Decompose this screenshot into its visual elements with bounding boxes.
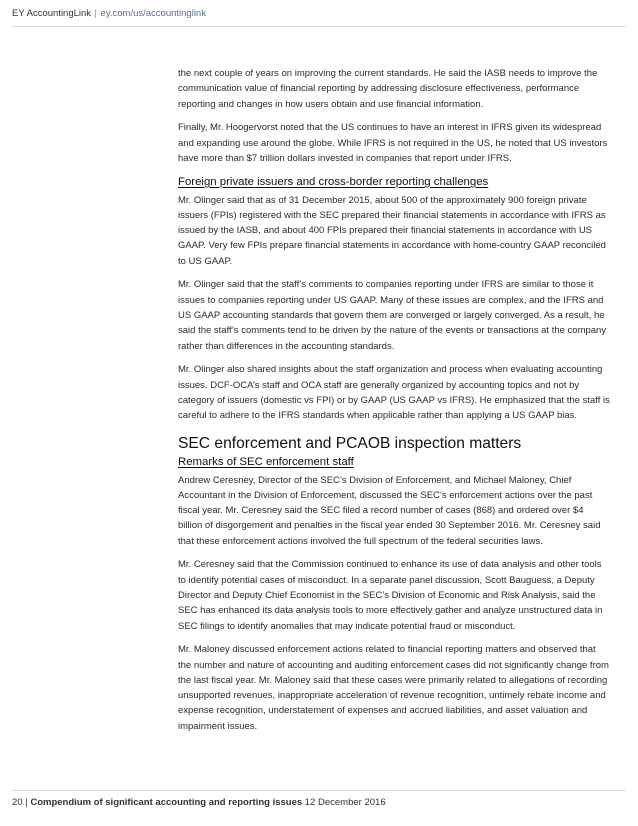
- footer-separator: |: [25, 797, 28, 808]
- header-divider: [12, 26, 626, 27]
- subheading-enforcement-staff-remarks: Remarks of SEC enforcement staff: [178, 455, 354, 468]
- page-header: [12, 8, 206, 19]
- paragraph-1: the next couple of years on improving the current standards. He said the IASB needs to improve the communication value of financial reporting by addressing disclosure effectiveness, performance reporting and changes in how users obtain and use financial information.: [178, 68, 598, 110]
- header-url-link[interactable]: ey.com/us/accountinglink: [100, 8, 206, 19]
- paragraph-7: Mr. Ceresney said that the Commission continued to enhance its use of data analysis and other tools to identify potential cases of misconduct. In a separate panel discussion, Scott Bauguess, a Deputy Director and Deputy Chief Economist in the SEC’s Division of Economic and Risk Analysis, said the SEC has enhanced its data analysis tools to more effectively gather and analyze unstructured data in SEC filings to identify anomalies that may indicate potential fraud or misconduct.: [178, 559, 603, 632]
- paragraph-4: Mr. Olinger said that the staff’s comments to companies reporting under IFRS are similar to those it issues to companies reporting under US GAAP. Many of these issues are complex, and the IFRS and US GAAP accounting standards that govern them are converged or largely converged. As a result, he said the staff’s comments tend to be driven by the nature of the events or transactions at the company rather than differences in the accounting standards.: [178, 279, 607, 352]
- footer-page-number: 20: [12, 797, 23, 808]
- page-content: [178, 66, 610, 742]
- footer-date: 12 December 2016: [304, 797, 386, 808]
- paragraph-2: Finally, Mr. Hoogervorst noted that the US continues to have an interest in IFRS given its widespread and expanding use around the globe. While IFRS is not required in the US, he noted that US investors have more than $7 trillion dollars invested in companies that report under IFRS.: [178, 122, 608, 164]
- header-separator: |: [94, 8, 97, 19]
- section-heading-sec-enforcement: SEC enforcement and PCAOB inspection matters: [178, 434, 522, 452]
- paragraph-5: Mr. Olinger also shared insights about the staff organization and process when evaluating accounting issues. DCF-OCA’s staff and OCA staff are generally organized by accounting topics and not by category of issuers (domestic vs FPI) or by GAAP (US GAAP vs IFRS). He emphasized that the staff is careful to adhere to the IFRS standards when applicable rather than applying a US GAAP bias.: [178, 364, 610, 422]
- footer-document-title: Compendium of significant accounting and reporting issues: [30, 797, 303, 808]
- paragraph-6: Andrew Ceresney, Director of the SEC’s Division of Enforcement, and Michael Maloney, Chief Accountant in the Division of Enforcement, discussed the SEC’s enforcement actions over the past fiscal year. Mr. Ceresney said the SEC filed a record number of cases (868) and ordered over $4 billion of disgorgement and penalties in the fiscal year ended 30 September 2016. Mr. Ceresney said that these enforcement actions involved the full spectrum of the federal securities laws.: [178, 474, 601, 547]
- header-brand: EY AccountingLink: [12, 8, 92, 19]
- paragraph-8: Mr. Maloney discussed enforcement actions related to financial reporting matters and observed that the number and nature of accounting and auditing enforcement cases did not significantly change from the last fiscal year. Mr. Maloney said that these cases were primarily related to allegations of recording unsupported revenues, inappropriate acceleration of revenue recognition, untimely rebate income and expense recognition, understatement of expenses and accrued liabilities, and asset valuation and impairment issues.: [178, 644, 609, 732]
- subheading-foreign-private-issuers: Foreign private issuers and cross-border reporting challenges: [178, 175, 489, 188]
- page-footer: [12, 797, 386, 808]
- footer-divider: [12, 790, 626, 791]
- paragraph-3: Mr. Olinger said that as of 31 December 2015, about 500 of the approximately 900 foreign private issuers (FPIs) registered with the SEC prepared their financial statements in accordance with IFRS as issued by the IASB, and about 400 FPIs prepared their financial statements in accordance with US GAAP. Very few FPIs prepare financial statements in accordance with home-country GAAP reconciled to US GAAP.: [178, 194, 606, 267]
